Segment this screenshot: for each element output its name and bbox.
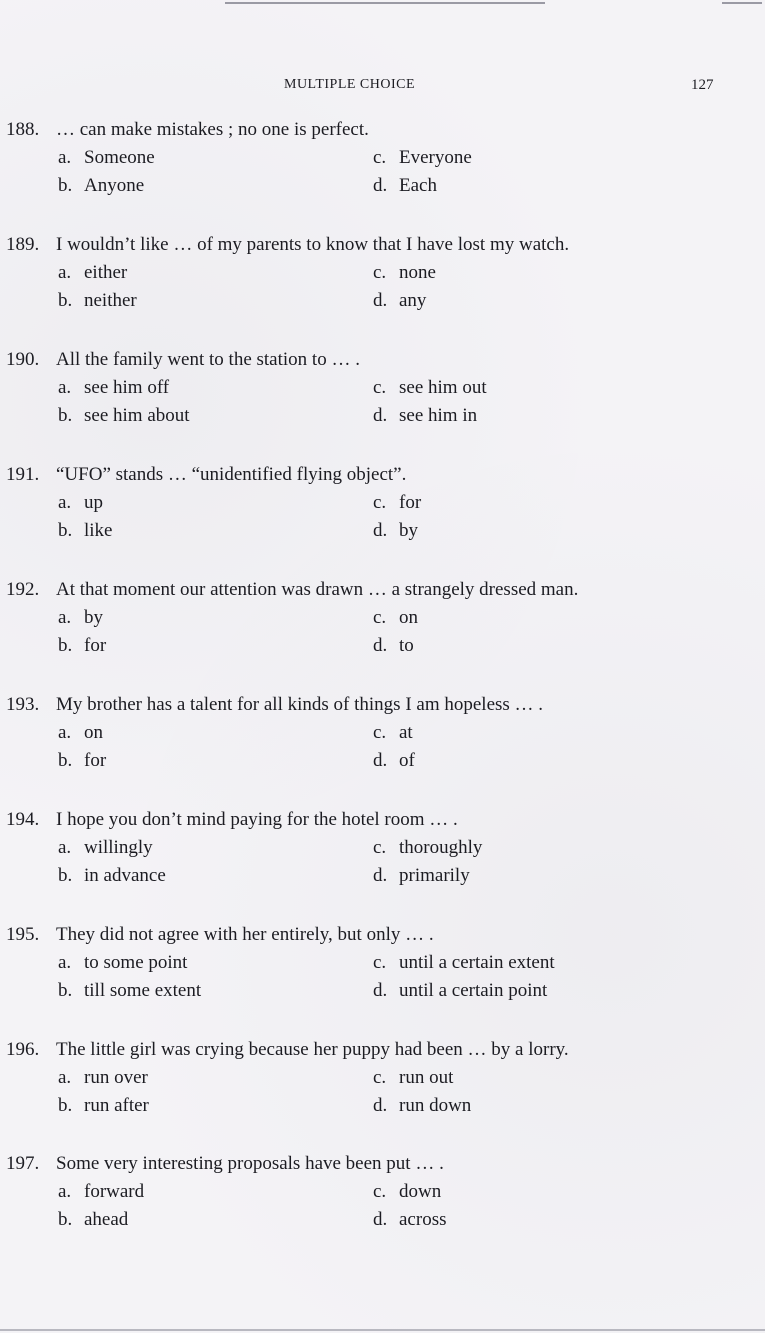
option-text: for [399,492,422,513]
option-text: primarily [399,865,470,886]
option-text: up [84,492,103,513]
option-text: see him off [84,377,170,398]
option-text: of [399,750,415,771]
option-letter: a. [58,1181,72,1202]
option-letter: a. [58,262,72,283]
option-text: to some point [84,952,188,973]
option-d [373,405,477,427]
option-text: none [399,262,436,283]
question-text: They did not agree with her entirely, but only … . [56,924,434,945]
option-b [58,1095,149,1117]
option-b [58,865,166,887]
option-a [58,262,127,284]
option-letter: b. [58,520,73,541]
question-text: All the family went to the station to … . [56,349,360,370]
option-d [373,290,426,312]
question-number: 188. [6,119,40,140]
option-text: Someone [84,147,155,168]
option-c [373,952,555,974]
option-text: see him in [399,405,478,426]
option-text: see him out [399,377,487,398]
option-c [373,837,482,859]
question-stem [6,464,406,486]
option-letter: c. [373,377,387,398]
option-text: until a certain extent [399,952,555,973]
question-stem [6,694,543,716]
option-letter: a. [58,837,72,858]
option-letter: d. [373,520,388,541]
option-text: to [399,635,414,656]
option-letter: b. [58,1095,73,1116]
question-stem [6,119,369,141]
option-a [58,1181,144,1203]
option-letter: d. [373,980,388,1001]
option-text: at [399,722,413,743]
option-text: see him about [84,405,190,426]
option-letter: a. [58,1067,72,1088]
question-stem [6,234,569,256]
option-c [373,607,418,629]
question-text: … can make mistakes ; no one is perfect. [56,119,369,140]
question-text: I wouldn’t like … of my parents to know that I have lost my watch. [56,234,570,255]
option-d [373,865,470,887]
question-stem [6,1039,569,1061]
option-a [58,492,103,514]
option-text: run out [399,1067,454,1088]
option-text: Each [399,175,437,196]
option-letter: d. [373,865,388,886]
option-text: Anyone [84,175,145,196]
option-letter: b. [58,980,73,1001]
option-b [58,175,144,197]
option-a [58,1067,148,1089]
option-letter: c. [373,262,387,283]
option-text: till some extent [84,980,202,1001]
option-d [373,750,415,772]
option-text: Everyone [399,147,472,168]
question-stem [6,579,578,601]
question-text: The little girl was crying because her puppy had been … by a lorry. [56,1039,569,1060]
option-letter: b. [58,865,73,886]
option-d [373,1095,471,1117]
option-text: either [84,262,128,283]
option-letter: a. [58,492,72,513]
question-text: “UFO” stands … “unidentified flying object”. [56,464,407,485]
question-text: Some very interesting proposals have been put … . [56,1153,444,1174]
option-d [373,520,418,542]
option-c [373,147,472,169]
option-text: for [84,750,107,771]
option-a [58,147,155,169]
option-text: until a certain point [399,980,548,1001]
question-number: 193. [6,694,40,715]
page-number: 127 [691,77,714,93]
option-letter: b. [58,635,73,656]
option-c [373,1067,453,1089]
question-text: I hope you don’t mind paying for the hotel room … . [56,809,458,830]
option-text: run over [84,1067,148,1088]
running-title: MULTIPLE CHOICE [284,77,416,92]
option-text: forward [84,1181,145,1202]
option-letter: a. [58,377,72,398]
option-text: ahead [84,1209,129,1230]
option-letter: b. [58,175,73,196]
option-text: on [399,607,418,628]
question-number: 191. [6,464,40,485]
option-text: like [84,520,113,541]
option-letter: c. [373,607,387,628]
question-stem [6,924,434,946]
option-b [58,290,137,312]
option-letter: d. [373,1095,388,1116]
option-letter: a. [58,952,72,973]
option-text: thoroughly [399,837,483,858]
question-text: My brother has a talent for all kinds of things I am hopeless … . [56,694,544,715]
option-letter: c. [373,147,387,168]
question-number: 195. [6,924,40,945]
option-letter: d. [373,290,388,311]
option-letter: a. [58,607,72,628]
question-stem [6,809,458,831]
option-letter: c. [373,492,387,513]
question-number: 196. [6,1039,40,1060]
option-text: by [399,520,418,541]
option-d [373,1209,446,1231]
option-letter: c. [373,1067,387,1088]
option-c [373,262,436,284]
question-number: 194. [6,809,40,830]
option-letter: b. [58,290,73,311]
option-b [58,405,190,427]
question-number: 197. [6,1153,40,1174]
option-text: on [84,722,103,743]
option-text: run down [399,1095,472,1116]
option-text: run after [84,1095,149,1116]
option-text: willingly [84,837,153,858]
option-letter: c. [373,952,387,973]
option-text: any [399,290,427,311]
question-stem [6,1153,444,1175]
option-c [373,722,413,744]
question-number: 190. [6,349,40,370]
question-stem [6,349,360,371]
option-letter: d. [373,750,388,771]
option-d [373,635,414,657]
option-letter: d. [373,405,388,426]
question-number: 192. [6,579,40,600]
option-letter: c. [373,1181,387,1202]
option-letter: d. [373,635,388,656]
option-text: neither [84,290,137,311]
option-text: in advance [84,865,166,886]
option-b [58,635,106,657]
option-text: down [399,1181,442,1202]
option-b [58,980,201,1002]
option-d [373,175,437,197]
option-letter: d. [373,175,388,196]
option-b [58,1209,128,1231]
option-c [373,492,421,514]
question-text: At that moment our attention was drawn … a strangely dressed man. [56,579,579,600]
option-text: across [399,1209,447,1230]
option-a [58,952,187,974]
option-letter: a. [58,147,72,168]
option-text: by [84,607,103,628]
option-d [373,980,547,1002]
option-a [58,377,169,399]
option-letter: b. [58,750,73,771]
option-a [58,722,103,744]
option-c [373,1181,441,1203]
option-letter: d. [373,1209,388,1230]
bottom-edge-line [0,1329,765,1331]
option-text: for [84,635,107,656]
option-b [58,520,113,542]
option-a [58,607,103,629]
option-b [58,750,106,772]
option-letter: a. [58,722,72,743]
option-a [58,837,153,859]
top-edge-line [225,2,545,4]
question-number: 189. [6,234,40,255]
top-edge-line-right [722,2,762,4]
option-letter: b. [58,1209,73,1230]
option-letter: c. [373,837,387,858]
option-c [373,377,487,399]
option-letter: b. [58,405,73,426]
option-letter: c. [373,722,387,743]
